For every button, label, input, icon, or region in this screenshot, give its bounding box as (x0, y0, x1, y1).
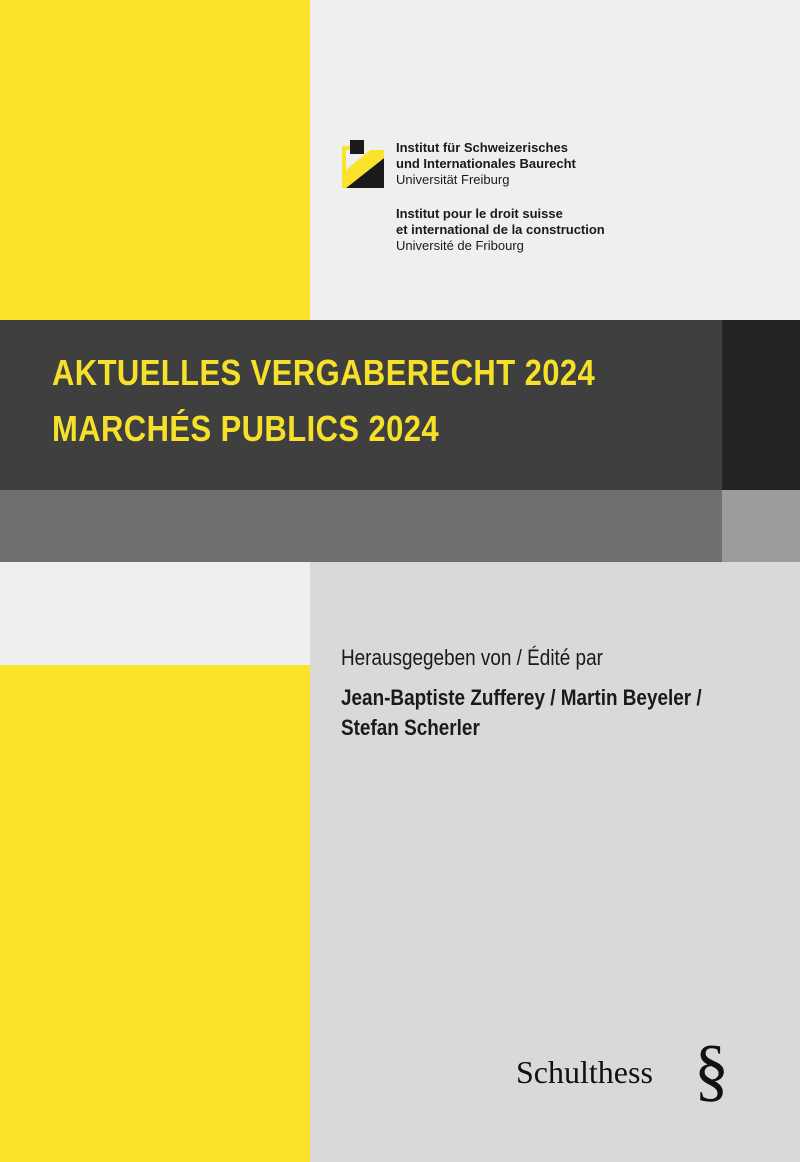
institute-logo-icon (342, 140, 384, 188)
title-band (0, 320, 722, 490)
book-title-de: AKTUELLES VERGABERECHT 2024 (52, 352, 596, 393)
editors-names-line1: Jean-Baptiste Zufferey / Martin Beyeler / (341, 685, 702, 710)
book-title-fr: MARCHÉS PUBLICS 2024 (52, 408, 440, 449)
title-band-accent (722, 320, 800, 490)
institute-fr-line2: et international de la construction (396, 222, 605, 237)
light-block-left (0, 562, 310, 665)
institute-de-line1: Institut für Schweizerisches (396, 140, 568, 155)
institute-name-fr (396, 206, 605, 254)
yellow-block-bottom (0, 665, 310, 1162)
editors-label: Herausgegeben von / Édité par (341, 645, 603, 670)
publisher-name: Schulthess (516, 1054, 653, 1090)
institute-de-line3: Universität Freiburg (396, 172, 510, 187)
institute-de-line2: und Internationales Baurecht (396, 156, 576, 171)
yellow-block-top (0, 0, 310, 320)
editors-names-line2: Stefan Scherler (341, 715, 480, 740)
institute-fr-line3: Université de Fribourg (396, 238, 524, 253)
mid-band (0, 490, 722, 562)
institute-name-de (396, 140, 576, 188)
mid-band-accent (722, 490, 800, 562)
institute-fr-line1: Institut pour le droit suisse (396, 206, 563, 221)
paragraph-sign-icon: § (694, 1032, 729, 1109)
